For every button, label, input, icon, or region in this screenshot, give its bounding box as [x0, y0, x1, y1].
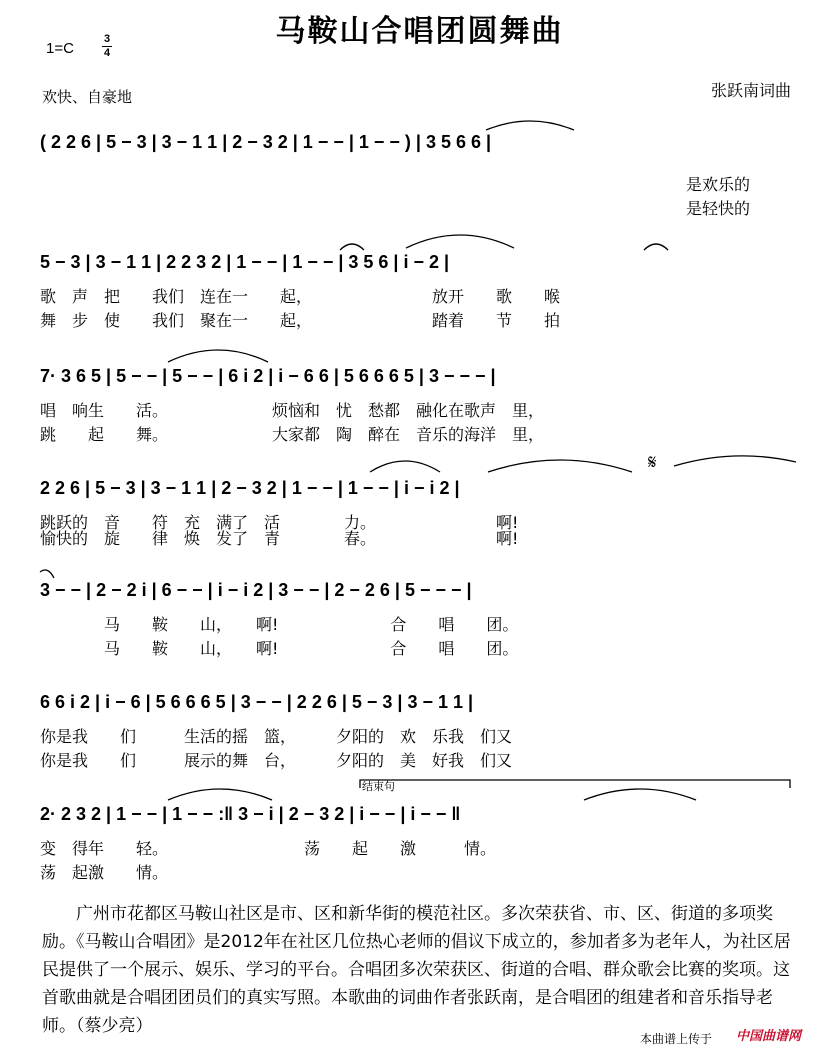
- key-signature: 1=C: [46, 40, 74, 57]
- composer-credit: 张跃南词曲: [710, 81, 791, 100]
- site-logo: 中国曲谱网: [736, 1029, 802, 1044]
- lyric-line-4b: 愉快的 旋 律 焕 发了 青 春。 啊!: [40, 529, 519, 548]
- tempo-marking: 欢快、自豪地: [42, 88, 133, 106]
- description-paragraph: 广州市花都区马鞍山社区是市、区和新华街的模范社区。多次荣获省、市、区、街道的多项奖励。《马鞍山合唱团》是2012年在社区几位热心老师的倡议下成立的，参加者多为老年人，为社区居民提供了一个展示、娱乐、学习的平台。合唱团多次荣获区、街道的合唱、群众歌会比赛的奖项。这首歌曲就是合唱团团员们的真实写照。本歌曲的词曲作者张跃南，是合唱团的组建者和音乐指导老师。（蔡少亮）: [42, 904, 791, 1036]
- lyric-line-3b: 跳 起 舞。 大家都 陶 醉在 音乐的海洋 里，: [40, 425, 545, 444]
- notation-line-7: 2· 2 3 2 | 1 − − | 1 − − :‖ 3 − i | 2 − 3 2 | i − − | i − − ‖: [40, 804, 461, 824]
- lyric-line-5a: 马 鞍 山， 啊! 合 唱 团。: [40, 615, 519, 634]
- lyric-line-6b: 你是我 们 展示的舞 台， 夕阳的 美 好我 们又: [40, 751, 513, 770]
- lyric-line-4a: 跳跃的 音 符 充 满了 活 力。 啊!: [40, 513, 519, 532]
- lyric-line-7b: 荡 起激 情。: [40, 863, 169, 882]
- lyric-line-6a: 你是我 们 生活的摇 篮， 夕阳的 欢 乐我 们又: [40, 727, 513, 746]
- notation-line-4: 2 2 6 | 5 − 3 | 3 − 1 1 | 2 − 3 2 | 1 − − | 1 − − | i − i 2 |: [40, 478, 460, 498]
- coda-marker: 结束句: [362, 780, 395, 793]
- lyric-line-3a: 唱 响生 活。 烦恼和 忧 愁都 融化在歌声 里，: [40, 401, 545, 420]
- lyric-line-7a: 变 得年 轻。 荡 起 激 情。: [40, 839, 497, 858]
- segno-sign: 𝄋: [648, 450, 657, 474]
- notation-line-5: 3 − − | 2 − 2 i | 6 − − | i − i 2 | 3 − − | 2 − 2 6 | 5 − − − |: [40, 580, 472, 600]
- lyric-line-5b: 马 鞍 山， 啊! 合 唱 团。: [40, 639, 519, 658]
- notation-line-1: ( 2 2 6 | 5 − 3 | 3 − 1 1 | 2 − 3 2 | 1 − − | 1 − − ) | 3 5 6 6 |: [40, 132, 492, 152]
- page-title: 马鞍山合唱团圆舞曲: [275, 14, 564, 49]
- notation-line-6: 6 6 i 2 | i − 6 | 5 6 6 6 5 | 3 − − | 2 2 6 | 5 − 3 | 3 − 1 1 |: [40, 692, 474, 712]
- footer-note: 本曲谱上传于: [640, 1032, 713, 1046]
- meter-bottom: 4: [103, 47, 111, 59]
- lyric-line-1a: 是欢乐的: [686, 175, 751, 194]
- lyric-line-2a: 歌 声 把 我们 连在一 起， 放开 歌 喉: [40, 287, 561, 306]
- notation-line-3: 7· 3 6 5 | 5 − − | 5 − − | 6 i 2 | i − 6 6 | 5 6 6 6 5 | 3 − − − |: [40, 366, 496, 386]
- lyric-line-2b: 舞 步 使 我们 聚在一 起， 踏着 节 拍: [40, 311, 561, 330]
- lyric-line-1b: 是轻快的: [686, 199, 751, 218]
- meter-top: 3: [103, 33, 111, 45]
- notation-line-2: 5 − 3 | 3 − 1 1 | 2 2 3 2 | 1 − − | 1 − − | 3 5 6 | i − 2 |: [40, 252, 450, 272]
